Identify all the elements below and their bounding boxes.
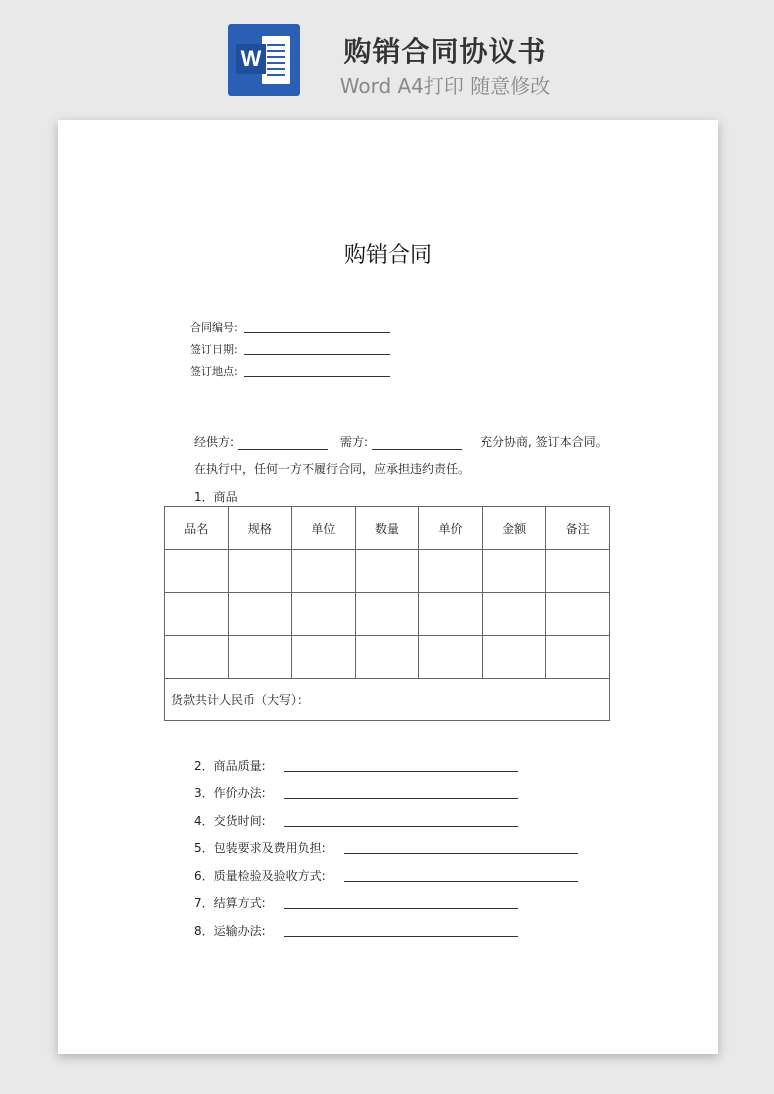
- table-cell[interactable]: [355, 593, 419, 636]
- contract-number-line: [244, 332, 390, 333]
- item-inspection[interactable]: [194, 867, 326, 884]
- header-subtitle: Word A4打印 随意修改: [339, 74, 551, 98]
- item-label: 2．商品质量:: [194, 759, 266, 773]
- col-header: 数量: [355, 507, 419, 550]
- buyer-field[interactable]: [340, 433, 462, 450]
- item-packaging[interactable]: [194, 839, 326, 856]
- col-header: 备注: [546, 507, 610, 550]
- table-total-row: [165, 679, 610, 721]
- col-header: 单价: [419, 507, 483, 550]
- page-icon: [262, 36, 290, 84]
- item-line: [284, 826, 518, 827]
- table-cell[interactable]: [292, 636, 356, 679]
- table-cell[interactable]: [228, 550, 292, 593]
- table-cell[interactable]: [546, 550, 610, 593]
- sign-place-label: 签订地点:: [190, 365, 238, 378]
- agreement-text: 充分协商, 签订本合同。: [480, 435, 608, 449]
- sign-place-field[interactable]: [190, 363, 238, 379]
- item-label: 5．包装要求及费用负担:: [194, 841, 326, 855]
- item-pricing[interactable]: [194, 784, 266, 801]
- document-title: 购销合同: [343, 243, 432, 268]
- table-cell[interactable]: [165, 593, 229, 636]
- table-cell[interactable]: [292, 593, 356, 636]
- header-title: 购销合同协议书: [343, 35, 547, 68]
- item-delivery-time[interactable]: [194, 812, 266, 829]
- col-header: 规格: [228, 507, 292, 550]
- item-label: 6．质量检验及验收方式:: [194, 869, 326, 883]
- contract-number-field[interactable]: [190, 319, 238, 335]
- word-icon: [228, 24, 300, 96]
- table-cell[interactable]: [482, 636, 546, 679]
- col-header: 单位: [292, 507, 356, 550]
- item-label: 4．交货时间:: [194, 814, 266, 828]
- item-line: [344, 853, 578, 854]
- item-line: [284, 771, 518, 772]
- table-cell[interactable]: [482, 593, 546, 636]
- goods-table: [164, 506, 610, 721]
- item-line: [284, 936, 518, 937]
- supplier-field[interactable]: [194, 433, 328, 450]
- clause-intro: 在执行中，任何一方不履行合同，应承担违约责任。: [194, 462, 471, 476]
- item-line: [284, 908, 518, 909]
- table-cell[interactable]: [419, 550, 483, 593]
- table-cell[interactable]: [355, 550, 419, 593]
- item-label: 7．结算方式:: [194, 896, 266, 910]
- sign-date-line: [244, 354, 390, 355]
- item-label: 3．作价办法:: [194, 786, 266, 800]
- table-cell[interactable]: [165, 550, 229, 593]
- table-cell[interactable]: [228, 593, 292, 636]
- table-cell[interactable]: [419, 593, 483, 636]
- sign-date-label: 签订日期:: [190, 343, 238, 356]
- table-cell[interactable]: [419, 636, 483, 679]
- section-goods-heading: 1．商品: [194, 490, 238, 504]
- table-row: [165, 593, 610, 636]
- item-transport[interactable]: [194, 922, 266, 939]
- col-header: 品名: [165, 507, 229, 550]
- sign-date-field[interactable]: [190, 341, 238, 357]
- sign-place-line: [244, 376, 390, 377]
- word-letter: W: [236, 44, 266, 74]
- table-header-row: [165, 507, 610, 550]
- table-row: [165, 550, 610, 593]
- item-label: 8．运输办法:: [194, 924, 266, 938]
- contract-number-label: 合同编号:: [190, 321, 238, 334]
- table-cell[interactable]: [228, 636, 292, 679]
- table-cell[interactable]: [546, 636, 610, 679]
- buyer-line: [372, 435, 462, 450]
- supplier-line: [238, 435, 328, 450]
- item-line: [344, 881, 578, 882]
- table-cell[interactable]: [165, 636, 229, 679]
- supplier-label: 经供方:: [194, 435, 235, 449]
- table-cell[interactable]: [546, 593, 610, 636]
- document-page: [58, 120, 718, 1054]
- table-cell[interactable]: [292, 550, 356, 593]
- table-row: [165, 636, 610, 679]
- total-amount-cell[interactable]: 货款共计人民币（大写）：: [165, 679, 610, 721]
- table-cell[interactable]: [482, 550, 546, 593]
- table-cell[interactable]: [355, 636, 419, 679]
- col-header: 金额: [482, 507, 546, 550]
- item-settlement[interactable]: [194, 894, 266, 911]
- item-line: [284, 798, 518, 799]
- buyer-label: 需方:: [340, 435, 369, 449]
- item-quality[interactable]: [194, 757, 266, 774]
